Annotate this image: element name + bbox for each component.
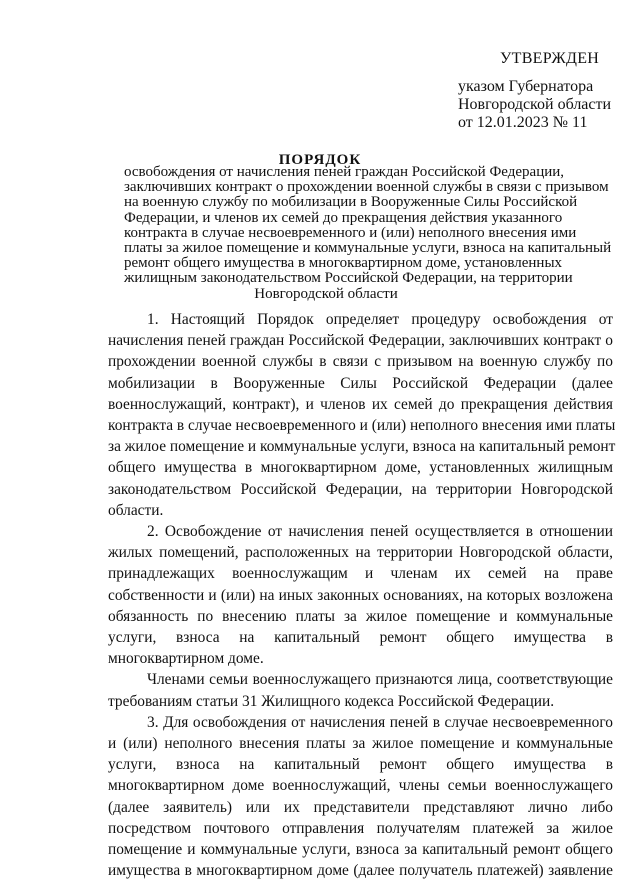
body-line: военнослужащий, контракт), и членов их семей до прекращения действия (108, 395, 613, 413)
body-line: услуги, взноса на капитальный ремонт общего имущества в (108, 756, 613, 774)
body-line: собственности и (или) на иных законных основаниях, на которых возложена (108, 586, 613, 604)
document-title: ПОРЯДОК (278, 152, 362, 168)
approval-stamp-block (458, 50, 630, 132)
body-line: требованиям статьи 31 Жилищного кодекса Российской Федерации. (108, 692, 555, 710)
body-line: многоквартирном доме. (108, 650, 264, 668)
body-line: 2. Освобождение от начисления пеней осуществляется в отношении (147, 523, 613, 541)
subtitle-line: контракта в случае несвоевременного и (или) неполного внесения ими (124, 224, 577, 241)
body-line: общего имущества в многоквартирном доме, установленных жилищным (108, 459, 613, 477)
body-line: законодательством Российской Федерации, на территории Новгородской (108, 480, 613, 498)
body-line: прохождении военной службы в связи с призывом на военную службу по (108, 353, 613, 371)
body-line: имущества в многоквартирном доме (далее получатель платежей) заявление (108, 862, 613, 880)
body-line: услуги, взноса на капитальный ремонт общего имущества в (108, 629, 613, 647)
subtitle-line: освобождения от начисления пеней граждан Российской Федерации, (124, 164, 565, 180)
body-line: жилых помещений, расположенных на территории Новгородской области, (108, 544, 613, 562)
subtitle-line: ремонт общего имущества в многоквартирном доме, установленных (124, 255, 563, 272)
subtitle-line: платы за жилое помещение и коммунальные услуги, взноса на капитальный (124, 240, 612, 257)
approval-title: УТВЕРЖДЕН (500, 50, 600, 67)
body-line: многоквартирном доме военнослужащий, члены семьи военнослужащего (108, 777, 613, 795)
body-line: помещение и коммунальные услуги, взноса за капитальный ремонт общего (108, 841, 613, 859)
body-line: посредством почтового отправления получателям платежей за жилое (108, 819, 613, 837)
subtitle-line: на военную службу по мобилизации в Вооруженные Силы Российской (124, 194, 578, 211)
approval-line: указом Губернатора (458, 78, 594, 95)
body-line: обязанность по внесению платы за жилое помещение и коммунальные (108, 607, 613, 625)
body-line: контракта в случае несвоевременного и (или) неполного внесения ими платы (108, 417, 616, 435)
body-line: (далее заявитель) или их представители представляют лично либо (108, 798, 613, 816)
approval-line: от 12.01.2023 № 11 (458, 114, 588, 131)
body-line: и (или) неполного внесения платы за жилое помещение и коммунальные (108, 735, 613, 753)
document-subtitle (124, 164, 612, 302)
subtitle-line: жилищным законодательством Российской Федерации, на территории (124, 270, 573, 287)
body-line: начисления пеней граждан Российской Федерации, заключивших контракт о (108, 332, 613, 350)
body-line: принадлежащих военнослужащим и членам их семей на праве (108, 565, 613, 583)
body-line: 3. Для освобождения от начисления пеней в случае несвоевременного (147, 713, 613, 731)
document-body (108, 309, 616, 881)
body-line: 1. Настоящий Порядок определяет процедуру освобождения от (147, 311, 613, 328)
subtitle-line: Новгородской области (254, 285, 398, 302)
subtitle-line: Федерации, и членов их семей до прекращения действия указанного (124, 209, 563, 226)
body-line: мобилизации в Вооруженные Силы Российской Федерации (далее (108, 374, 613, 392)
approval-line: Новгородской области (458, 96, 612, 113)
body-line: области. (108, 501, 164, 519)
body-line: за жилое помещение и коммунальные услуги, взноса на капитальный ремонт (108, 438, 616, 456)
subtitle-line: заключивших контракт о прохождении военной службы в связи с призывом (124, 179, 609, 196)
body-line: Членами семьи военнослужащего признаются лица, соответствующие (147, 671, 613, 689)
